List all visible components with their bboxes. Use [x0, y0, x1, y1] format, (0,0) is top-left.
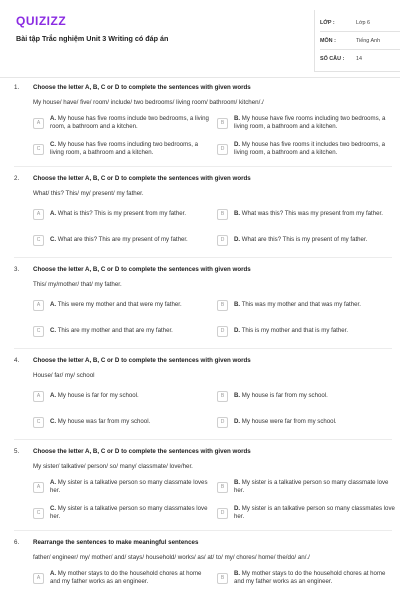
option-box[interactable]: B	[217, 209, 228, 220]
options-grid	[14, 203, 392, 251]
question-1	[14, 80, 392, 167]
option-text: What was this? This was my present from my father.	[241, 210, 383, 217]
option-text: My house has five rooms including two bedrooms, a living room, a bathroom and a kitchen.	[50, 141, 199, 156]
question-number: 1.	[14, 83, 20, 91]
question-prompt: This/ my/mother/ that/ my father.	[33, 280, 122, 288]
meta-row-subject	[320, 32, 400, 50]
option-letter: A.	[50, 115, 57, 122]
option-a[interactable]	[33, 476, 213, 498]
options-grid	[14, 112, 392, 160]
option-text: My house has five rooms it includes two bedrooms, a living room, a bathroom and a kitchen.	[234, 141, 386, 156]
option-c[interactable]	[33, 138, 213, 160]
option-letter: B.	[234, 115, 241, 122]
option-letter: D.	[234, 505, 241, 512]
option-letter: B.	[234, 392, 241, 399]
option-text: My mother stays to do the household chores at home and my father works as an engineer.	[50, 570, 202, 585]
option-text: My house were far from my school.	[241, 418, 337, 425]
option-letter: A.	[50, 570, 57, 577]
option-b[interactable]	[217, 203, 397, 225]
question-instruction: Rearrange the sentences to make meaningful sentences	[33, 538, 199, 546]
option-b[interactable]	[217, 112, 397, 134]
option-c[interactable]	[33, 502, 213, 524]
option-letter: D.	[234, 236, 241, 243]
option-b[interactable]	[217, 567, 397, 589]
option-letter: A.	[50, 301, 57, 308]
question-divider	[14, 257, 392, 258]
option-text: My house has five rooms include two bedrooms, a living room, a bathroom and a kitchen.	[50, 115, 209, 130]
question-divider	[14, 439, 392, 440]
option-a[interactable]	[33, 112, 213, 134]
option-letter: C.	[50, 236, 57, 243]
option-letter: A.	[50, 210, 57, 217]
option-d[interactable]	[217, 502, 397, 524]
option-text: What is this? This is my present from my father.	[57, 210, 187, 217]
question-number: 4.	[14, 356, 20, 364]
question-5	[14, 444, 395, 531]
option-box[interactable]: A	[33, 300, 44, 311]
option-text: This are my mother and that are my father.	[57, 327, 173, 334]
option-box[interactable]: C	[33, 235, 44, 246]
question-instruction: Choose the letter A, B, C or D to complete the sentences with given words	[33, 447, 251, 455]
option-box[interactable]: B	[217, 300, 228, 311]
option-letter: D.	[234, 418, 241, 425]
option-text: What are this? This is my present of my father.	[241, 236, 368, 243]
meta-value: Tiếng Anh	[356, 37, 381, 44]
header-divider	[0, 77, 400, 78]
question-prompt: My sister/ talkative/ person/ so/ many/ classmate/ love/her.	[33, 462, 193, 470]
meta-row-class	[320, 14, 400, 32]
option-letter: B.	[234, 210, 241, 217]
meta-label: MÔN :	[320, 37, 336, 44]
question-instruction: Choose the letter A, B, C or D to complete the sentences with given words	[33, 83, 251, 91]
option-c[interactable]	[33, 411, 213, 433]
meta-row-count	[320, 50, 400, 68]
meta-label: LỚP :	[320, 19, 335, 26]
question-prompt: What/ this? This/ my/ present/ my father.	[33, 189, 144, 197]
question-2	[14, 171, 392, 258]
option-letter: D.	[234, 141, 241, 148]
options-grid	[14, 567, 392, 589]
option-text: My sister is a talkative person so many classmate loves her.	[50, 479, 208, 494]
option-letter: C.	[50, 418, 57, 425]
question-number: 2.	[14, 174, 20, 182]
option-box[interactable]: A	[33, 391, 44, 402]
option-box[interactable]: D	[217, 144, 228, 155]
question-prompt: father/ engineer/ my/ mother/ and/ stays/ household/ works/ as/ at/ to/ my/ chores/ home/ the/do/ an/./	[33, 553, 310, 561]
option-letter: C.	[50, 327, 57, 334]
question-divider	[14, 530, 392, 531]
option-letter: A.	[50, 392, 57, 399]
meta-label: SỐ CÂU :	[320, 56, 345, 62]
options-grid	[14, 294, 392, 342]
question-prompt: My house/ have/ five/ room/ include/ two bedrooms/ living room/ bathroom/ kitchen/./	[33, 98, 264, 106]
option-text: My mother stays to do the household chores at home and my father works as an engineer.	[234, 570, 386, 585]
option-box[interactable]: D	[217, 508, 228, 519]
option-box[interactable]: A	[33, 482, 44, 493]
option-a[interactable]	[33, 203, 213, 225]
option-c[interactable]	[33, 229, 213, 251]
options-grid	[14, 476, 395, 524]
option-box[interactable]: A	[33, 209, 44, 220]
option-box[interactable]: D	[217, 235, 228, 246]
option-box[interactable]: B	[217, 118, 228, 129]
option-d[interactable]	[217, 320, 397, 342]
document-title: Bài tập Trắc nghiệm Unit 3 Writing có đáp án	[16, 34, 169, 43]
question-instruction: Choose the letter A, B, C or D to complete the sentences with given words	[33, 174, 251, 182]
option-text: This is my mother and that is my father.	[241, 327, 349, 334]
quizizz-logo: QUIZIZZ	[16, 14, 67, 28]
option-d[interactable]	[217, 138, 397, 160]
option-box[interactable]: C	[33, 144, 44, 155]
option-letter: C.	[50, 141, 57, 148]
option-box[interactable]: D	[217, 326, 228, 337]
question-number: 5.	[14, 447, 20, 455]
option-text: What are this? This are my present of my father.	[57, 236, 188, 243]
option-a[interactable]	[33, 294, 213, 316]
question-prompt: House/ far/ my/ school	[33, 371, 95, 379]
option-box[interactable]: B	[217, 482, 228, 493]
option-a[interactable]	[33, 567, 213, 589]
option-letter: D.	[234, 327, 241, 334]
question-instruction: Choose the letter A, B, C or D to complete the sentences with given words	[33, 356, 251, 364]
option-d[interactable]	[217, 411, 397, 433]
option-box[interactable]: A	[33, 118, 44, 129]
question-list	[14, 80, 395, 589]
question-divider	[14, 166, 392, 167]
option-letter: B.	[234, 570, 241, 577]
meta-value: 14	[356, 56, 362, 62]
option-text: My sister is a talkative person so many classmates love her.	[50, 505, 208, 520]
question-divider	[14, 348, 392, 349]
option-box[interactable]: C	[33, 508, 44, 519]
option-d[interactable]	[217, 229, 397, 251]
question-3	[14, 262, 392, 349]
option-text: My sister is a talkative person so many classmate love her.	[234, 479, 389, 494]
meta-value: Lớp 6	[356, 19, 371, 26]
document-header	[14, 14, 388, 74]
question-number: 6.	[14, 538, 20, 546]
option-text: My sister is an talkative person so many classmates love her.	[234, 505, 395, 520]
option-letter: B.	[234, 479, 241, 486]
option-box[interactable]: B	[217, 573, 228, 584]
question-instruction: Choose the letter A, B, C or D to complete the sentences with given words	[33, 265, 251, 273]
option-text: My house was far from my school.	[57, 418, 151, 425]
option-b[interactable]	[217, 476, 397, 498]
option-b[interactable]	[217, 294, 397, 316]
option-letter: A.	[50, 479, 57, 486]
options-grid	[14, 385, 392, 433]
option-box[interactable]: C	[33, 417, 44, 428]
meta-table	[320, 14, 400, 68]
option-box[interactable]: D	[217, 417, 228, 428]
option-text: My house is far for my school.	[57, 392, 139, 399]
option-letter: C.	[50, 505, 57, 512]
option-letter: B.	[234, 301, 241, 308]
option-a[interactable]	[33, 385, 213, 407]
option-text: This was my mother and that was my father.	[241, 301, 361, 308]
option-box[interactable]: C	[33, 326, 44, 337]
option-text: My house have five rooms including two bedrooms, a living room, a bathroom and a kitchen.	[234, 115, 386, 130]
question-number: 3.	[14, 265, 20, 273]
option-box[interactable]: A	[33, 573, 44, 584]
option-c[interactable]	[33, 320, 213, 342]
option-text: My house is far from my school.	[241, 392, 328, 399]
option-text: This were my mother and that were my father.	[57, 301, 182, 308]
option-b[interactable]	[217, 385, 397, 407]
question-6	[14, 535, 392, 589]
question-4	[14, 353, 392, 440]
option-box[interactable]: B	[217, 391, 228, 402]
